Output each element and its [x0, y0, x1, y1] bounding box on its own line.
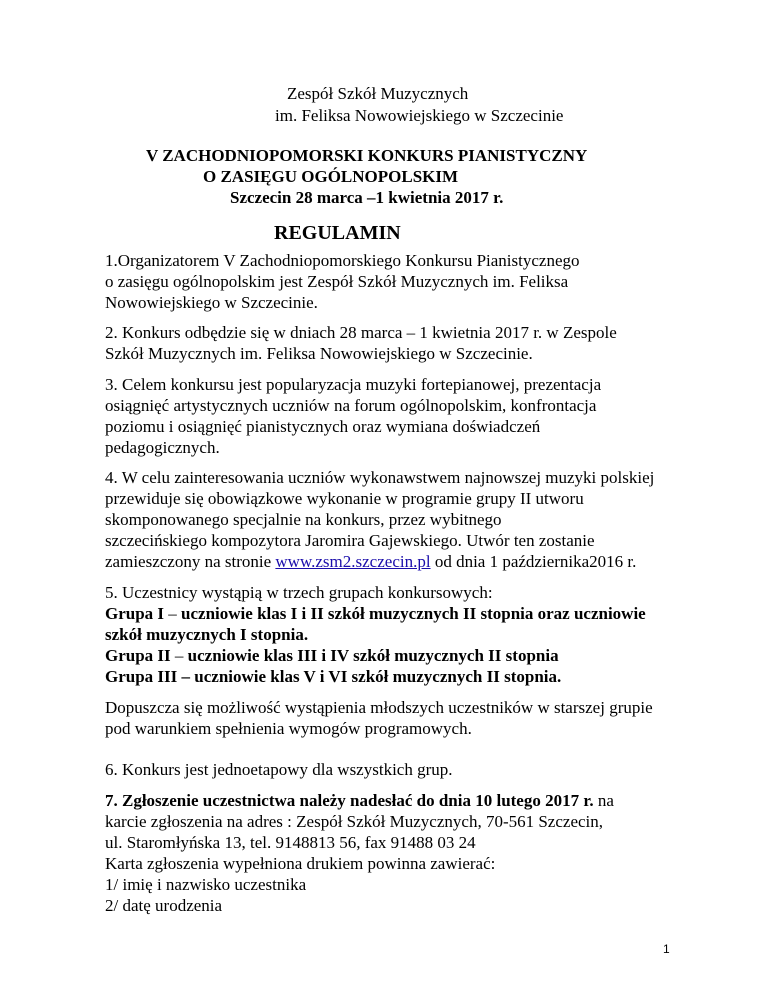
group-1-line — [105, 603, 646, 625]
section-5-intro: 5. Uczestnicy wystąpią w trzech grupach konkursowych: — [105, 583, 493, 602]
group-3-line: Grupa III – uczniowie klas V i VI szkół muzycznych II stopnia. — [105, 667, 562, 686]
section-7-line: 2/ datę urodzenia — [105, 896, 223, 915]
contest-dates: Szczecin 28 marca –1 kwietnia 2017 r. — [230, 188, 504, 207]
section-4-line: skomponowanego specjalnie na konkurs, przez wybitnego — [105, 510, 502, 529]
group-dash: – — [170, 646, 188, 665]
section-1-line: o zasięgu ogólnopolskim jest Zespół Szkół Muzycznych im. Feliksa — [105, 272, 569, 291]
contest-title-line1: V ZACHODNIOPOMORSKI KONKURS PIANISTYCZNY — [146, 146, 588, 165]
section-3-line: poziomu i osiągnięć pianistycznych oraz wymiana doświadczeń — [105, 417, 541, 436]
section-6-line: 6. Konkurs jest jednoetapowy dla wszystkich grup. — [105, 760, 453, 779]
section-1-line: Nowowiejskiego w Szczecinie. — [105, 293, 318, 312]
contest-title-line2: O ZASIĘGU OGÓLNOPOLSKIM — [203, 167, 459, 186]
section-4-line: przewiduje się obowiązkowe wykonanie w programie grupy II utworu — [105, 489, 584, 508]
group-dash: – — [164, 604, 182, 623]
group-2-text: uczniowie klas III i IV szkół muzycznych II stopnia — [187, 646, 559, 665]
section-1-line: 1.Organizatorem V Zachodniopomorskiego Konkursu Pianistycznego — [105, 251, 580, 270]
section-4-line: 4. W celu zainteresowania uczniów wykonawstwem najnowszej muzyki polskiej — [105, 468, 655, 487]
group-1-continuation: szkół muzycznych I stopnia. — [105, 625, 309, 644]
section-4-last-line — [105, 551, 636, 573]
group-2-label: Grupa II — [105, 646, 171, 665]
section-7-line: Karta zgłoszenia wypełniona drukiem powinna zawierać: — [105, 854, 496, 873]
group-2-line — [105, 645, 559, 667]
section-7-line: ul. Staromłyńska 13, tel. 9148813 56, fax 91488 03 24 — [105, 833, 476, 852]
section-5-note-line: pod warunkiem spełnienia wymogów programowych. — [105, 719, 472, 738]
section-4-text: zamieszczony na stronie — [105, 552, 276, 571]
school-name-line1: Zespół Szkół Muzycznych — [287, 84, 469, 103]
section-5-note-line: Dopuszcza się możliwość wystąpienia młodszych uczestników w starszej grupie — [105, 698, 653, 717]
section-3-line: osiągnięć artystycznych uczniów na forum ogólnopolskim, konfrontacja — [105, 396, 597, 415]
section-4-text: od dnia 1 października2016 r. — [430, 552, 637, 571]
section-4-line: szczecińskiego kompozytora Jaromira Gajewskiego. Utwór ten zostanie — [105, 531, 595, 550]
section-2-line: Szkół Muzycznych im. Feliksa Nowowiejskiego w Szczecinie. — [105, 344, 533, 363]
section-3-line: pedagogicznych. — [105, 438, 220, 457]
page-number: 1 — [663, 942, 670, 956]
school-website-link[interactable]: www.zsm2.szczecin.pl — [275, 552, 431, 571]
section-7-text: na — [593, 791, 614, 810]
document-title: REGULAMIN — [274, 222, 401, 244]
group-1-label: Grupa I — [105, 604, 165, 623]
section-7-line: karcie zgłoszenia na adres : Zespół Szkół Muzycznych, 70-561 Szczecin, — [105, 812, 604, 831]
section-3-line: 3. Celem konkursu jest popularyzacja muzyki fortepianowej, prezentacja — [105, 375, 602, 394]
section-7-deadline: 7. Zgłoszenie uczestnictwa należy nadesłać do dnia 10 lutego 2017 r. — [105, 791, 594, 810]
section-2-line: 2. Konkurs odbędzie się w dniach 28 marca – 1 kwietnia 2017 r. w Zespole — [105, 323, 617, 342]
group-1-text: uczniowie klas I i II szkół muzycznych II stopnia oraz uczniowie — [181, 604, 646, 623]
school-name-line2: im. Feliksa Nowowiejskiego w Szczecinie — [275, 106, 564, 125]
section-7-first-line — [105, 790, 614, 812]
section-7-line: 1/ imię i nazwisko uczestnika — [105, 875, 307, 894]
